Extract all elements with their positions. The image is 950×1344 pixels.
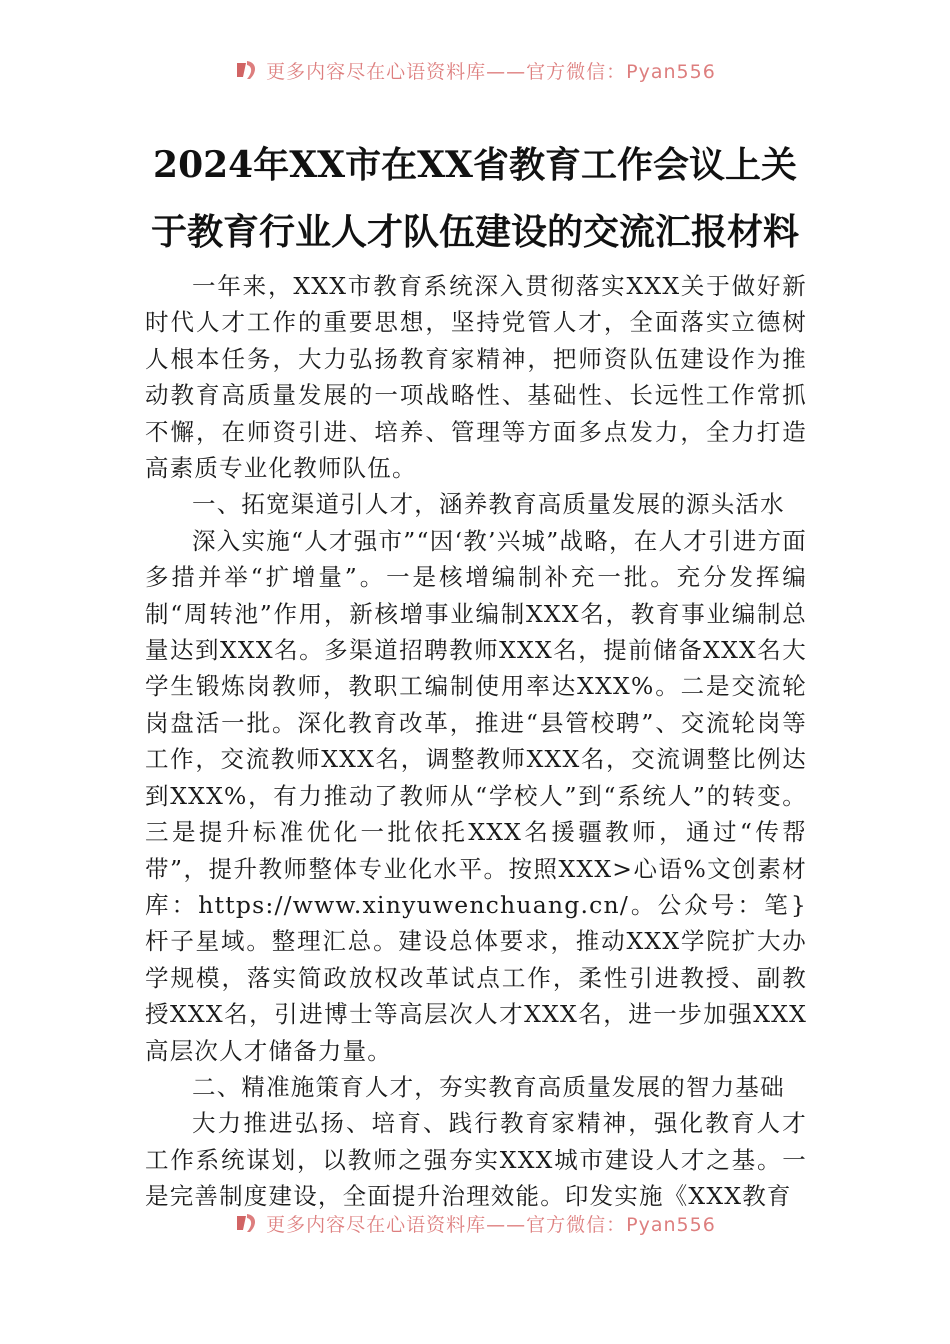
watermark-text: 更多内容尽在心语资料库——官方微信：Pyan556 bbox=[266, 1213, 716, 1236]
document-body bbox=[145, 268, 807, 1215]
logo-icon bbox=[234, 1212, 260, 1234]
watermark-footer bbox=[0, 1210, 950, 1236]
section-heading-2: 二、精准施策育人才，夯实教育高质量发展的智力基础 bbox=[192, 1072, 785, 1101]
section-1-paragraph: 深入实施“人才强市”“因‘教’兴城”战略，在人才引进方面多措并举“扩增量”。一是核增编制补充一批。充分发挥编制“周转池”作用，新核增事业编制XXX名，教育事业编制总量达到XXX名。多渠道招聘教师XXX名，提前储备XXX名大学生锻炼岗教师，教职工编制使用率达XXX%。二是交流轮岗盘活一批。深化教育改革，推进“县管校聘”、交流轮岗等工作，交流教师XXX名，调整教师XXX名，交流调整比例达到XXX%，有力推动了教师从“学校人”到“系统人”的转变。三是提升标准优化一批依托XXX名援疆教师，通过“传帮带”，提升教师整体专业化水平。按照XXX>心语%文创素材库：https://www.xinyuwenchuang.cn/。公众号：笔}杆子星域。整理汇总。建设总体要求，推动XXX学院扩大办学规模，落实简政放权改革试点工作，柔性引进教授、副教授XXX名，引进博士等高层次人才XXX名，进一步加强XXX高层次人才储备力量。 bbox=[145, 526, 807, 1065]
section-2-paragraph: 大力推进弘扬、培育、践行教育家精神，强化教育人才工作系统谋划，以教师之强夯实XXX城市建设人才之基。一是完善制度建设，全面提升治理效能。印发实施《XXX教育 bbox=[145, 1109, 807, 1211]
document-title-line-2: 于教育行业人才队伍建设的交流汇报材料 bbox=[150, 211, 799, 253]
section-heading-1: 一、拓宽渠道引人才，涵养教育高质量发展的源头活水 bbox=[192, 490, 785, 519]
watermark-header bbox=[0, 57, 950, 83]
intro-paragraph: 一年来，XXX市教育系统深入贯彻落实XXX关于做好新时代人才工作的重要思想，坚持党管人才，全面落实立德树人根本任务，大力弘扬教育家精神，把师资队伍建设作为推动教育高质量发展的一项战略性、基础性、长远性工作常抓不懈，在师资引进、培养、管理等方面多点发力，全力打造高素质专业化教师队伍。 bbox=[145, 272, 807, 483]
logo-icon bbox=[234, 59, 260, 81]
document-title-line-1: 2024年XX市在XX省教育工作会议上关 bbox=[153, 144, 797, 186]
watermark-text: 更多内容尽在心语资料库——官方微信：Pyan556 bbox=[266, 60, 716, 83]
